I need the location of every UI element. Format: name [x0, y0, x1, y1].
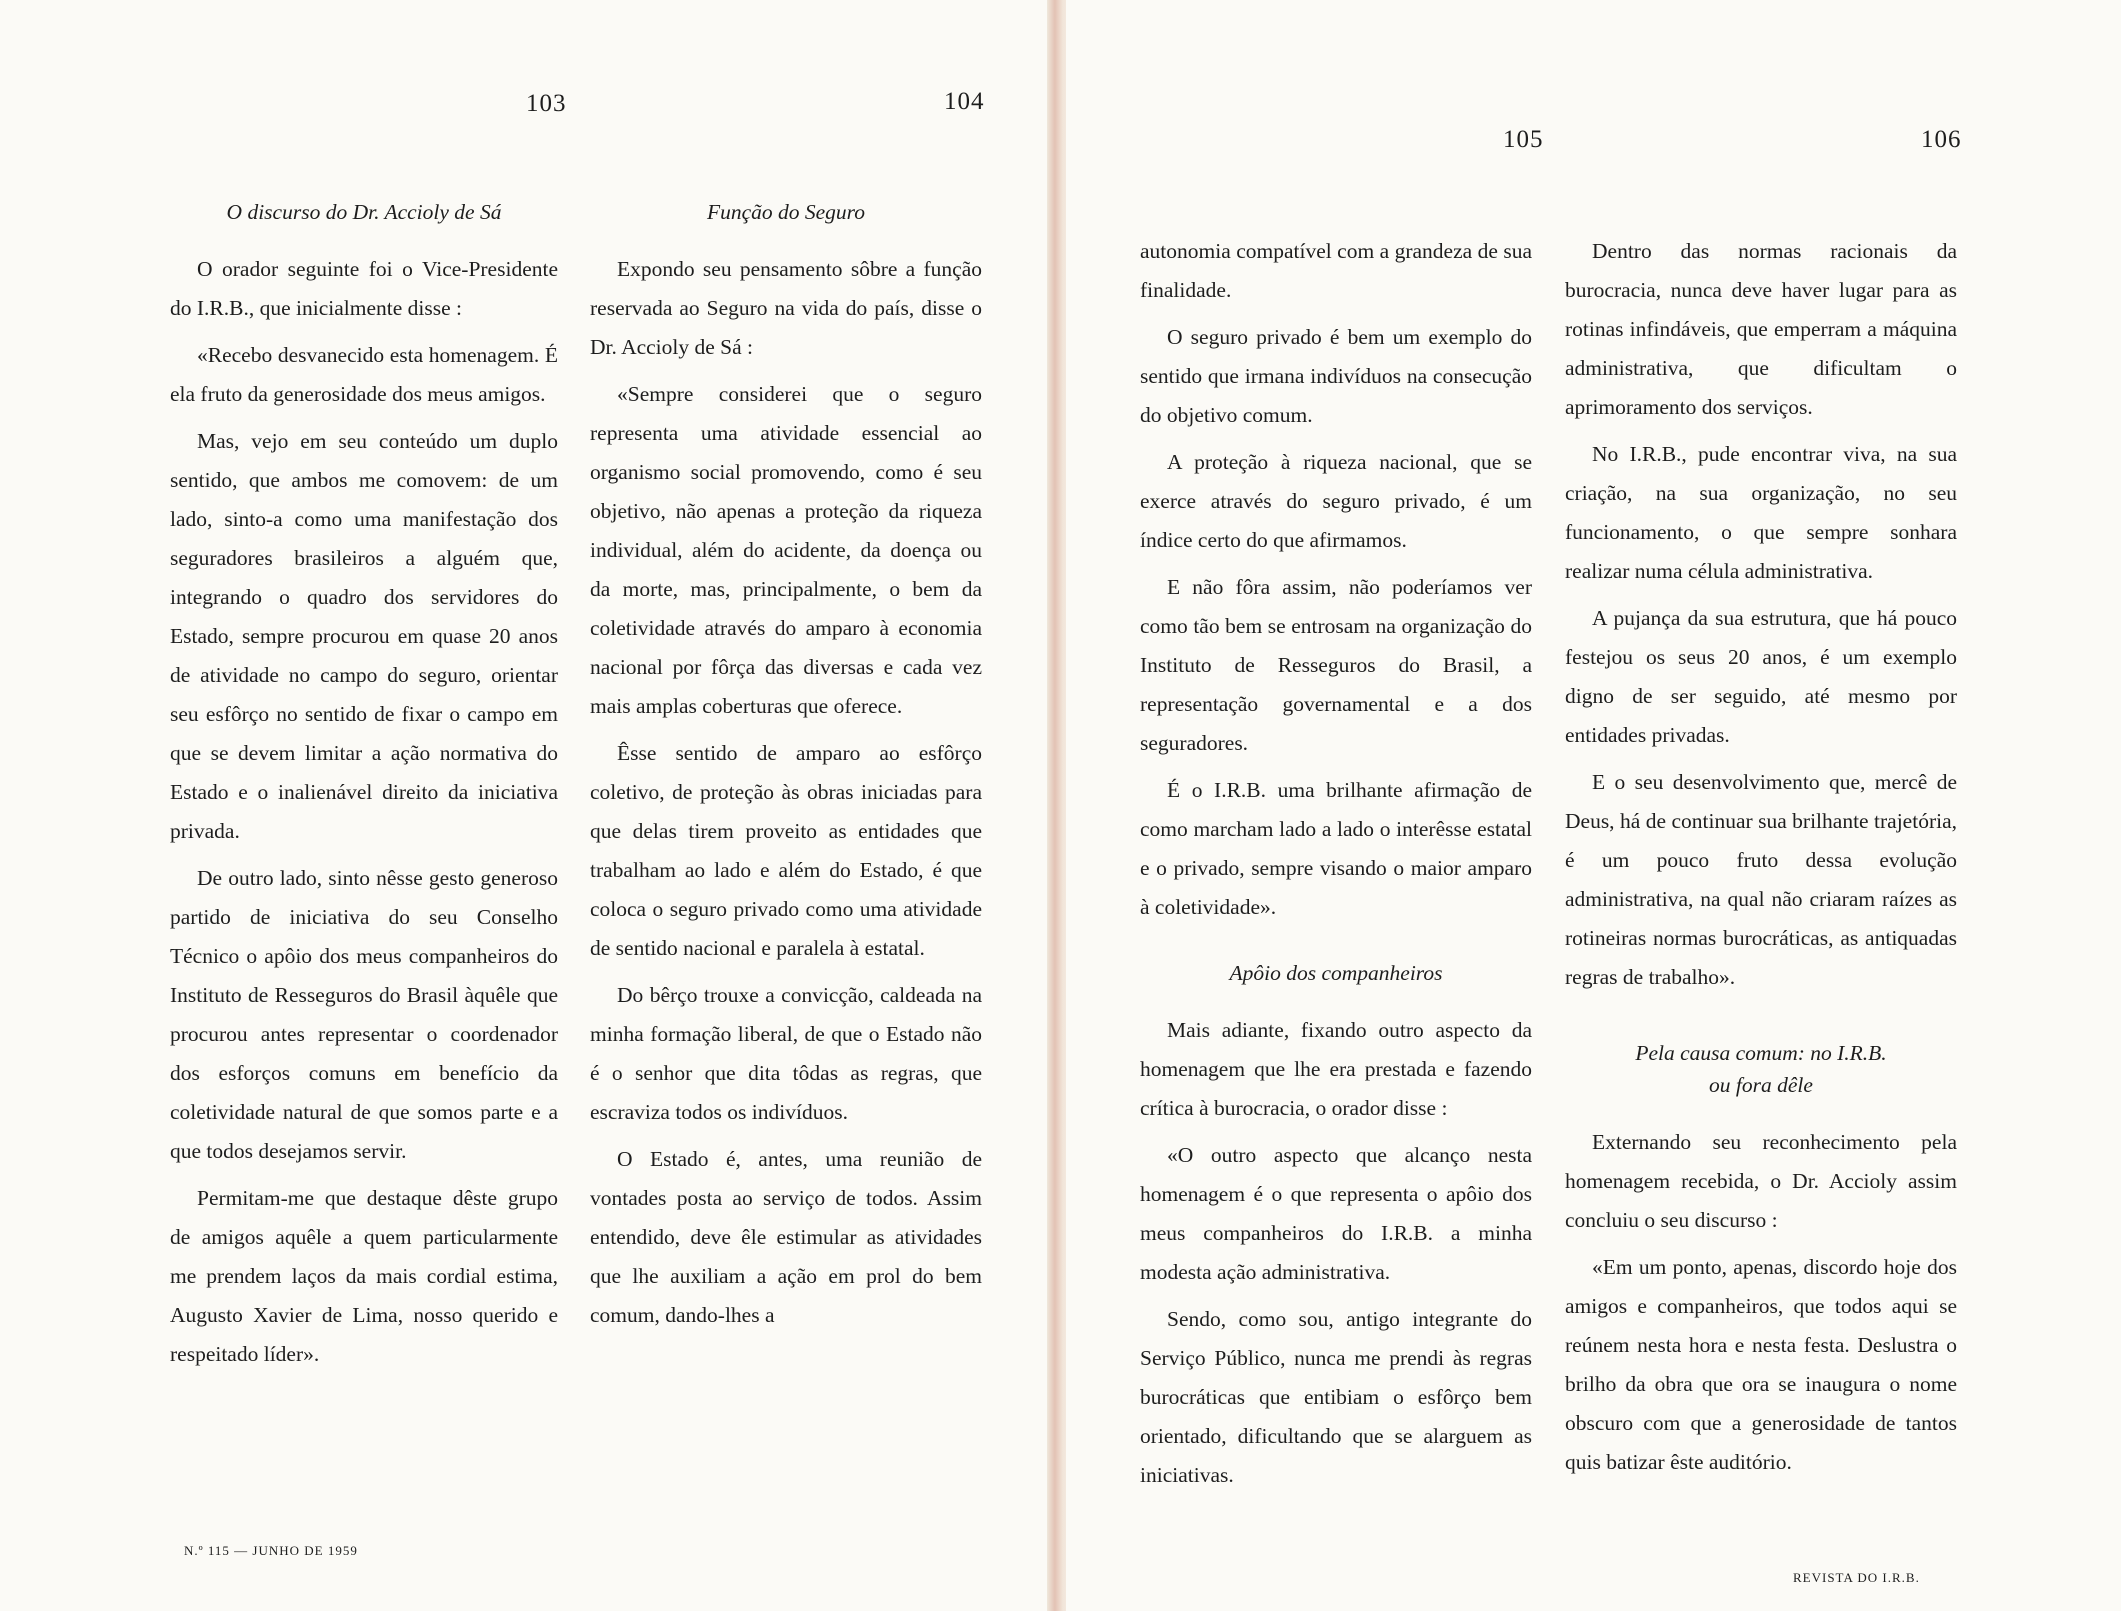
paragraph: E não fôra assim, não poderíamos ver como tão bem se entrosam na organização do Instituto de Resseguros do Brasil, a representação governamental e a dos seguradores.	[1140, 575, 1532, 755]
paragraph: Mas, vejo em seu conteúdo um duplo sentido, que ambos me comovem: de um lado, sinto-a como uma manifestação dos seguradores brasileiros a alguém que, integrando o quadro dos servidores do Estado, sempre procurou em quase 20 anos de atividade no campo do seguro, orientar seu esfôrço no sentido de fixar o campo em que se devem limitar a ação normativa do Estado e o inalienável direito da iniciativa privada.	[170, 429, 558, 843]
paragraph: Dentro das normas racionais da burocracia, nunca deve haver lugar para as rotinas infindáveis, que emperram a máquina administrativa, que dificultam o aprimoramento dos serviços.	[1565, 239, 1957, 419]
paragraph: Permitam-me que destaque dêste grupo de amigos aquêle a quem particularmente me prendem laços da mais cordial estima, Augusto Xavier de Lima, nosso querido e respeitado líder».	[170, 1186, 558, 1366]
paragraph: «Em um ponto, apenas, discordo hoje dos amigos e companheiros, que todos aqui se reúnem nesta hora e nesta festa. Deslustra o brilho da obra que ora se inaugura o nome obscuro com que a generosidade de tantos quis batizar êste auditório.	[1565, 1255, 1957, 1474]
section-heading: Apôio dos companheiros	[1229, 961, 1443, 985]
right-page	[1066, 0, 2121, 1611]
paragraph: A proteção à riqueza nacional, que se exerce através do seguro privado, é um índice certo do que afirmamos.	[1140, 450, 1532, 552]
section-heading: Pela causa comum: no I.R.B. ou fora dêle	[1635, 1041, 1887, 1097]
paragraph: De outro lado, sinto nêsse gesto generoso partido de iniciativa do seu Conselho Técnico o apôio dos meus companheiros do Instituto de Resseguros do Brasil àquêle que procurou antes representar o coordenador dos esforços comuns em benefício da coletividade natural de que somos parte e a que todos desejamos servir.	[170, 866, 558, 1163]
paragraph: E o seu desenvolvimento que, mercê de Deus, há de continuar sua brilhante trajetória, é um pouco fruto dessa evolução administrativa, na qual não criaram raízes as rotineiras normas burocráticas, as antiquadas regras de trabalho».	[1565, 770, 1957, 989]
paragraph: Externando seu reconhecimento pela homenagem recebida, o Dr. Accioly assim concluiu o seu discurso :	[1565, 1130, 1957, 1232]
paragraph: O orador seguinte foi o Vice-Presidente do I.R.B., que inicialmente disse :	[170, 257, 558, 320]
paragraph: «Recebo desvanecido esta homenagem. É ela fruto da generosidade dos meus amigos.	[170, 343, 558, 406]
footer-journal: REVISTA DO I.R.B.	[1793, 1570, 1920, 1585]
paragraph: É o I.R.B. uma brilhante afirmação de como marcham lado a lado o interêsse estatal e o privado, sempre visando o maior amparo à coletividade».	[1140, 778, 1532, 919]
paragraph: Êsse sentido de amparo ao esfôrço coletivo, de proteção às obras iniciadas para que delas tirem proveito as entidades que trabalham ao lado e além do Estado, é que coloca o seguro privado como uma atividade de sentido nacional e paralela à estatal.	[590, 741, 982, 960]
footer-issue: N.º 115 — JUNHO DE 1959	[184, 1543, 358, 1558]
section-heading: O discurso do Dr. Accioly de Sá	[226, 200, 502, 224]
paragraph: «Sempre considerei que o seguro representa uma atividade essencial ao organismo social promovendo, como é seu objetivo, não apenas a proteção da riqueza individual, além do acidente, da doença ou da morte, mas, principalmente, o bem da coletividade através do amparo à economia nacional por fôrça das diversas e cada vez mais amplas coberturas que oferece.	[590, 382, 982, 718]
left-page	[0, 0, 1055, 1611]
column-103	[170, 196, 558, 1382]
column-105	[1140, 232, 1532, 1503]
paragraph: Sendo, como sou, antigo integrante do Serviço Público, nunca me prendi às regras burocráticas que entibiam o esfôrço bem orientado, dificultando que se alarguem as iniciativas.	[1140, 1307, 1532, 1487]
paragraph: No I.R.B., pude encontrar viva, na sua criação, na sua organização, no seu funcionamento, o que sempre sonhara realizar numa célula administrativa.	[1565, 442, 1957, 583]
page-number-103: 103	[526, 90, 567, 117]
column-104	[590, 196, 982, 1343]
paragraph: Mais adiante, fixando outro aspecto da homenagem que lhe era prestada e fazendo crítica à burocracia, o orador disse :	[1140, 1018, 1532, 1120]
section-heading: Função do Seguro	[706, 200, 866, 224]
page-number-104: 104	[944, 88, 985, 115]
paragraph: O seguro privado é bem um exemplo do sentido que irmana indivíduos na consecução do objetivo comum.	[1140, 325, 1532, 427]
page-number-105: 105	[1503, 126, 1544, 153]
column-106	[1565, 232, 1957, 1490]
paragraph: Expondo seu pensamento sôbre a função reservada ao Seguro na vida do país, disse o Dr. Accioly de Sá :	[590, 257, 982, 359]
paragraph: O Estado é, antes, uma reunião de vontades posta ao serviço de todos. Assim entendido, deve êle estimular as atividades que lhe auxiliam a ação em prol do bem comum, dando-lhes a	[590, 1147, 982, 1327]
page-number-106: 106	[1921, 126, 1962, 153]
paragraph: Do bêrço trouxe a convicção, caldeada na minha formação liberal, de que o Estado não é o senhor que dita tôdas as regras, que escraviza todos os indivíduos.	[590, 983, 982, 1124]
paragraph: A pujança da sua estrutura, que há pouco festejou os seus 20 anos, é um exemplo digno de ser seguido, até mesmo por entidades privadas.	[1565, 606, 1957, 747]
paragraph: autonomia compatível com a grandeza de sua finalidade.	[1140, 239, 1532, 302]
paragraph: «O outro aspecto que alcanço nesta homenagem é o que representa o apôio dos meus companheiros do I.R.B. a minha modesta ação administrativa.	[1140, 1143, 1532, 1284]
